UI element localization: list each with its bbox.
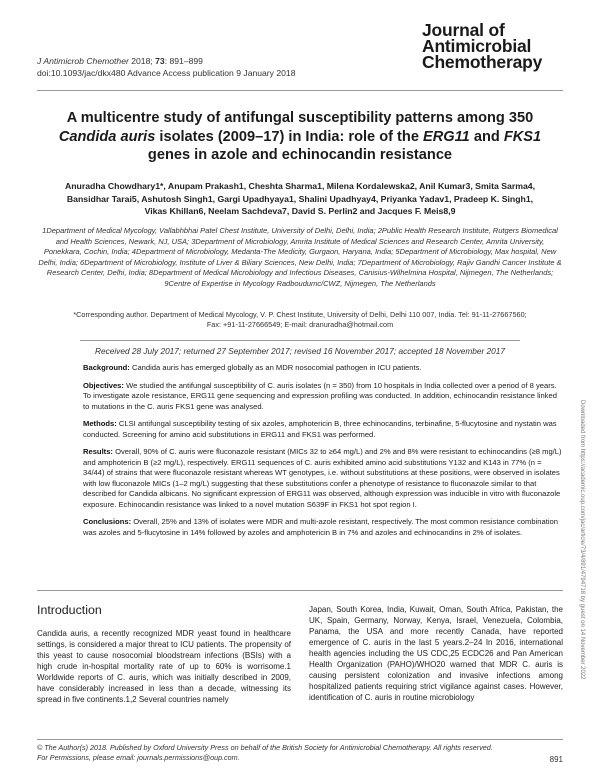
divider [80, 340, 520, 341]
section-heading-introduction: Introduction [37, 603, 102, 617]
article-title: A multicentre study of antifungal susceptibility patterns among 350 Candida auris isolates (2009–17) in India: role of the ERG11 and FKS1 genes in azole and echinocandin resistance [58, 110, 542, 163]
copyright: © The Author(s) 2018. Published by Oxford University Press on behalf of the British Society for Antimicrobial Chemotherapy. All rights reserved. For Permissions, please email: journals.permissions@oup.com. [37, 743, 493, 762]
abstract-methods: Methods: CLSI antifungal susceptibility testing of six azoles, amphotericin B, three echinocandins, terbinafine, 5-flucytosine and nystatin was conducted. Screening for amino acid substitutions in ERG11 and FKS1 was performed. [83, 419, 557, 439]
citation-line1: J Antimicrob Chemother 2018; 73: 891–899 [37, 56, 203, 66]
abstract-conclusions: Conclusions: Overall, 25% and 13% of isolates were MDR and multi-azole resistant, respectively. The most common resistance combination was azoles and 5-flucytosine in 14% followed by azoles and amphotericin B in 7% and azoles and echinocandins in 2% of isolates. [83, 517, 558, 537]
footer-divider [37, 739, 563, 740]
page-number: 891 [549, 755, 563, 764]
header-divider [37, 90, 563, 91]
abstract [83, 363, 565, 545]
citation-block [37, 55, 295, 79]
corresponding-author: *Corresponding author. Department of Medical Mycology, V. P. Chest Institute, University of Delhi, Delhi 110 007, India. Tel: 91-11-27667560; Fax: +91-11-27666549; E-mail: dranuradha@hotmail.com [73, 310, 527, 330]
journal-logo: Journal of Antimicrobial Chemotherapy [422, 20, 543, 72]
article-dates: Received 28 July 2017; returned 27 September 2017; revised 16 November 2017; accepted 18 November 2017 [94, 346, 506, 356]
abstract-results: Results: Overall, 90% of C. auris were fluconazole resistant (MICs 32 to ≥64 mg/L) and 2% and 8% were resistant to echinocandins (≥8 mg/L) and amphotericin B (≥2 mg/L), respectively. ERG11 sequences of C. auris exhibited amino acid substitutions Y132 and K143 in 77% (n = 34/44) of strains that were fluconazole resistant whereas WT genotypes, i.e. without substitutions at these positions, were observed in isolates with low fluconazole MICs (1–2 mg/L) suggesting that these substitutions confer a phenotype of resistance to fluconazole similar to that described for Candida albicans. No significant expression of ERG11 was observed, although expression was inducible in vitro with fluconazole exposure. Echinocandin resistance was linked to a novel mutation S639F in FKS1 hot spot region I. [83, 447, 562, 509]
abstract-background: Background: Candida auris has emerged globally as an MDR nosocomial pathogen in ICU patients. [83, 363, 422, 372]
download-watermark: Downloaded from https://academic.oup.com/jac/article/73/4/891/4794718 by guest on 14 November 2022 [579, 400, 585, 680]
introduction-column-left: Candida auris, a recently recognized MDR yeast found in healthcare settings, is considered a major threat to ICU patients. The propensity of this yeast to cause nosocomial bloodstream infections (BSIs) with a high crude in-hospital mortality rate of up to 60% is worrisome.1 Worldwide reports of C. auris, which was initially described in 2009, have considerably increased in less than a decade, witnessing its spread in five continents.1,2 Several countries namely [37, 629, 291, 704]
affiliations: 1Department of Medical Mycology, Vallabhbhai Patel Chest Institute, University of Delhi, Delhi, India; 2Public Health Research Institute, Rutgers Biomedical and Health Sciences, Newark, NJ, USA; 3Department of Microbiology, Amrita Institute of Medical Sciences and Research Center, Amrita University, Ponekkara, Cochin, India; 4Department of Microbiology, Medanta-The Medicity, Gurgaon, Haryana, India; 5Department of Microbiology, Max hospital, New Delhi, India; 6Department of Microbiology, Institute of Liver & Biliary Sciences, New Delhi, India; 7Department of Microbiology, Rajiv Gandhi Cancer Institute & Research Center, Delhi, India; 8Department of Medical Microbiology and Infectious Diseases, Canisius-Wilhelmina Hospital, Nijmegen, The Netherlands; 9Centre of Expertise in Mycology Radboudumc/CWZ, Nijmegen, The Netherlands [38, 226, 562, 288]
abstract-divider [37, 590, 563, 591]
abstract-objectives: Objectives: We studied the antifungal susceptibility of C. auris isolates (n = 350) from 10 hospitals in India collected over a period of 8 years. To investigate azole resistance, ERG11 gene sequencing and expression profiling was conducted. In addition, echinocandin resistance linked to mutations in the C. auris FKS1 gene was analysed. [83, 380, 557, 411]
introduction-column-right: Japan, South Korea, India, Kuwait, Oman, South Africa, Pakistan, the UK, Spain, Germany, Norway, Kenya, Israel, Venezuela, Colombia, Panama, the USA and more recently Canada, have reported emergence of C. auris in the last 5 years.2–24 In 2016, international health agencies including the US CDC,25 ECDC26 and Pan American Health Organization (PAHO)/WHO20 warned that MDR C. auris is causing persistent colonization and invasive infections among hospitalized patients requiring strict vigilance against cases. However, identification of C. auris in routine microbiology [309, 605, 563, 702]
citation-line2: doi:10.1093/jac/dkx480 Advance Access publication 9 January 2018 [37, 68, 296, 78]
author-list: Anuradha Chowdhary1*, Anupam Prakash1, Cheshta Sharma1, Milena Kordalewska2, Anil Kumar3, Smita Sarma4, Bansidhar Tarai5, Ashutosh Singh1, Gargi Upadhyaya1, Shalini Upadhyay4, Priyanka Yadav1, Pradeep K. Singh1, Vikas Khillan6, Neelam Sachdeva7, David S. Perlin2 and Jacques F. Meis8,9 [64, 181, 536, 216]
